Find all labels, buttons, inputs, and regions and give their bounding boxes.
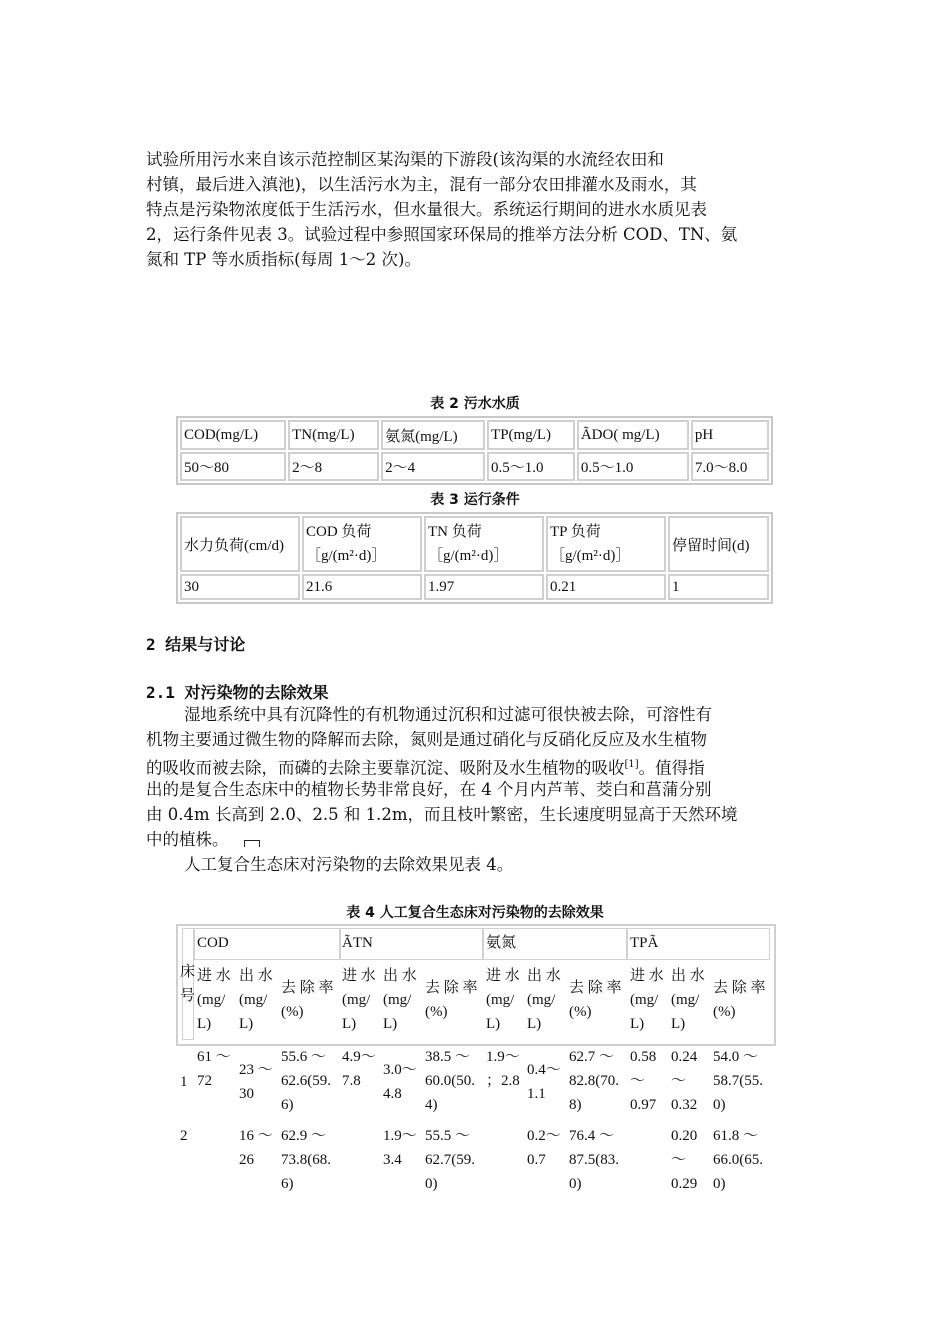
- table2-cell-do: 0.5～1.0: [577, 452, 689, 481]
- table3-caption: 表 3 运行条件: [430, 492, 520, 508]
- table4-row1-nh-out: 0.4～ 1.1: [527, 1062, 561, 1102]
- table4-row1-nh-in: 1.9～ ；2.8: [486, 1049, 520, 1089]
- table2-caption: 表 2 污水水质: [430, 396, 520, 412]
- table3-header-cod: COD 负荷［g/(m²·d)］: [302, 516, 422, 572]
- table2-cell-ammonia: 2～4: [381, 452, 485, 481]
- table2: [176, 416, 773, 485]
- table4-row2-tn-rate: 55.5 ～ 62.7(59. 0): [425, 1128, 475, 1192]
- table4-row1-tp-out: 0.24 ～ 0.32: [671, 1049, 698, 1113]
- table3-header-tn: TN 负荷［g/(m²·d)］: [424, 516, 544, 572]
- table2-cell-ph: 7.0～8.0: [691, 452, 769, 481]
- removal-line-1: 湿地系统中具有沉降性的有机物通过沉积和过滤可很快被去除，可溶性有: [184, 705, 712, 724]
- removal-line-7: 人工复合生态床对污染物的去除效果见表 4。: [184, 855, 514, 874]
- section-heading-removal: 2.1 对污染物的去除效果: [146, 683, 329, 702]
- table4-row1-cod-out: 23 ～ 30: [239, 1062, 273, 1102]
- table4-tp-out-h: 出 水 (mg/ L): [671, 968, 705, 1032]
- table4-tn-out-h: 出 水 (mg/ L): [383, 968, 417, 1032]
- intro-line-5: 氮和 TP 等水质指标(每周 1～2 次)。: [146, 250, 421, 269]
- table4-row1-tn-out: 3.0～ 4.8: [383, 1062, 417, 1102]
- table4-row2-tp-rate: 61.8 ～ 66.0(65. 0): [713, 1128, 763, 1192]
- table4-row2-cod-out: 16 ～ 26: [239, 1128, 273, 1168]
- table4-tn-rate-h: 去 除 率 (%): [425, 980, 478, 1020]
- table4-row2-tn-out: 1.9～ 3.4: [383, 1128, 417, 1168]
- table4-row1-tn-rate: 38.5 ～ 60.0(50. 4): [425, 1049, 475, 1113]
- table4-group-tn: ÃTN: [342, 935, 373, 951]
- table2-header-do: ÃDO( mg/L): [577, 420, 689, 450]
- table4-tp-rate-h: 去 除 率 (%): [713, 980, 766, 1020]
- intro-line-4: 2，运行条件见表 3。试验过程中参照国家环保局的推举方法分析 COD、TN、氨: [146, 225, 738, 244]
- table3-cell-tn: 1.97: [424, 574, 544, 600]
- removal-line-3: [146, 753, 806, 781]
- section-heading-results: 2 结果与讨论: [146, 635, 246, 654]
- table3-header-tp: TP 负荷［g/(m²·d)］: [546, 516, 666, 572]
- table2-header-ammonia: 氨氮(mg/L): [381, 420, 485, 450]
- table4-tp-in-h: 进 水 (mg/ L): [630, 968, 664, 1032]
- table2-cell-cod: 50～80: [180, 452, 286, 481]
- table2-header-cod: COD(mg/L): [180, 420, 286, 450]
- table4-group-ammonia: 氨氮: [486, 935, 517, 951]
- table4-row2-tp-out: 0.20 ～ 0.29: [671, 1128, 698, 1192]
- table4-cod-rate-h: 去 除 率 (%): [281, 980, 334, 1020]
- table4-caption: 表 4 人工复合生态床对污染物的去除效果: [346, 905, 604, 921]
- placeholder-mark-icon: [244, 840, 260, 847]
- removal-line-3-tail: 。值得指: [638, 758, 705, 778]
- table4-row1-nh-rate: 62.7 ～ 82.8(70. 8): [569, 1049, 619, 1113]
- table2-header-ph: pH: [691, 420, 769, 450]
- intro-line-2: 村镇，最后进入滇池)，以生活污水为主，混有一部分农田排灌水及雨水，其: [146, 175, 697, 194]
- table4-bed-label-2: 号: [180, 988, 196, 1004]
- removal-line-5: 由 0.4m 长高到 2.0、2.5 和 1.2m，而且枝叶繁密，生长速度明显高于天然环境: [146, 805, 738, 824]
- table4-nh-in-h: 进 水 (mg/ L): [486, 968, 520, 1032]
- table4-row2-cod-rate: 62.9 ～ 73.8(68. 6): [281, 1128, 331, 1192]
- table3-cell-retention: 1: [668, 574, 769, 600]
- table4-row1-tp-in: 0.58 ～ 0.97: [630, 1049, 657, 1113]
- table2-header-tn: TN(mg/L): [288, 420, 379, 450]
- table4-group-cod: COD: [197, 935, 229, 951]
- table4-row1-bed: 1: [180, 1074, 188, 1090]
- removal-line-6: 中的植株。: [146, 830, 229, 849]
- table4-bed-label-1: 床: [180, 964, 196, 980]
- table4-row1-cod-in: 61 ～ 72: [197, 1049, 231, 1089]
- intro-line-3: 特点是污染物浓度低于生活污水，但水量很大。系统运行期间的进水水质见表: [146, 200, 707, 219]
- table3-cell-cod: 21.6: [302, 574, 422, 600]
- removal-line-4: 出的是复合生态床中的植物长势非常良好，在 4 个月内芦苇、茭白和菖蒲分别: [146, 780, 712, 799]
- intro-line-1: 试验所用污水来自该示范控制区某沟渠的下游段(该沟渠的水流经农田和: [146, 150, 664, 169]
- table3: [176, 512, 773, 604]
- table3-cell-tp: 0.21: [546, 574, 666, 600]
- table4-cod-in-h: 进 水 (mg/ L): [197, 968, 231, 1032]
- citation-ref[interactable]: [1]: [624, 759, 639, 770]
- table2-header-tp: TP(mg/L): [487, 420, 575, 450]
- removal-line-3-text: 的吸收而被去除，而磷的去除主要靠沉淀、吸附及水生植物的吸收: [146, 758, 625, 778]
- table4-row2-nh-out: 0.2～ 0.7: [527, 1128, 561, 1168]
- table4-row2-nh-rate: 76.4 ～ 87.5(83. 0): [569, 1128, 619, 1192]
- table4-row2-bed: 2: [180, 1128, 188, 1144]
- table3-cell-hydraulic: 30: [180, 574, 300, 600]
- table4-cod-out-h: 出 水 (mg/ L): [239, 968, 273, 1032]
- table4-row1-cod-rate: 55.6 ～ 62.6(59. 6): [281, 1049, 331, 1113]
- table4-tn-in-h: 进 水 (mg/ L): [342, 968, 376, 1032]
- table4-nh-rate-h: 去 除 率 (%): [569, 980, 622, 1020]
- table4-group-tp: TPÃ: [630, 935, 659, 951]
- table2-cell-tn: 2～8: [288, 452, 379, 481]
- table2-cell-tp: 0.5～1.0: [487, 452, 575, 481]
- table3-header-hydraulic: 水力负荷(cm/d): [180, 516, 300, 572]
- table4-row1-tn-in: 4.9～ 7.8: [342, 1049, 376, 1089]
- table3-header-retention: 停留时间(d): [668, 516, 769, 572]
- table4-nh-out-h: 出 水 (mg/ L): [527, 968, 561, 1032]
- table4-row1-tp-rate: 54.0 ～ 58.7(55. 0): [713, 1049, 763, 1113]
- removal-line-2: 机物主要通过微生物的降解而去除，氮则是通过硝化与反硝化反应及水生植物: [146, 730, 707, 749]
